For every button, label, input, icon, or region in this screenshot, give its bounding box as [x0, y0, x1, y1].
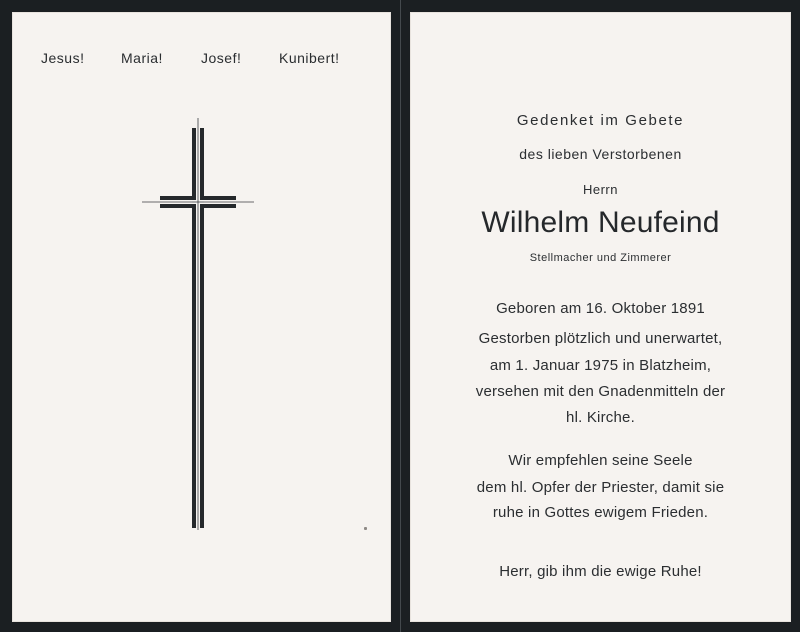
holy-name-maria: Maria!: [121, 50, 163, 66]
paper-speck: [364, 527, 367, 530]
prayer-line-3: ruhe in Gottes ewigem Frieden.: [492, 504, 709, 521]
holy-name-kunibert: Kunibert!: [279, 50, 340, 66]
life-line-birth: Geboren am 16. Oktober 1891: [496, 300, 705, 317]
holy-name-jesus: Jesus!: [41, 50, 85, 66]
prayer-heading: Gedenket im Gebete: [516, 112, 685, 129]
card-left-panel: [12, 12, 391, 622]
latin-cross-icon: [142, 118, 254, 538]
life-line-date-place: am 1. Januar 1975 in Blatzheim,: [489, 357, 712, 374]
life-line-church: hl. Kirche.: [566, 409, 635, 426]
life-line-sacraments: versehen mit den Gnadenmitteln der: [475, 383, 726, 400]
card-fold-line: [400, 0, 401, 632]
holy-name-josef: Josef!: [201, 50, 242, 66]
deceased-profession: Stellmacher und Zimmerer: [529, 252, 672, 264]
prayer-line-2: dem hl. Opfer der Priester, damit sie: [476, 479, 725, 496]
prayer-line-1: Wir empfehlen seine Seele: [508, 452, 693, 469]
honorific-title: Herrn: [582, 182, 618, 197]
closing-prayer: Herr, gib ihm die ewige Ruhe!: [499, 563, 702, 580]
life-line-death: Gestorben plötzlich und unerwartet,: [478, 330, 723, 347]
deceased-name: Wilhelm Neufeind: [481, 206, 720, 239]
prayer-subheading: des lieben Verstorbenen: [519, 146, 682, 162]
card-right-panel: [410, 12, 791, 622]
